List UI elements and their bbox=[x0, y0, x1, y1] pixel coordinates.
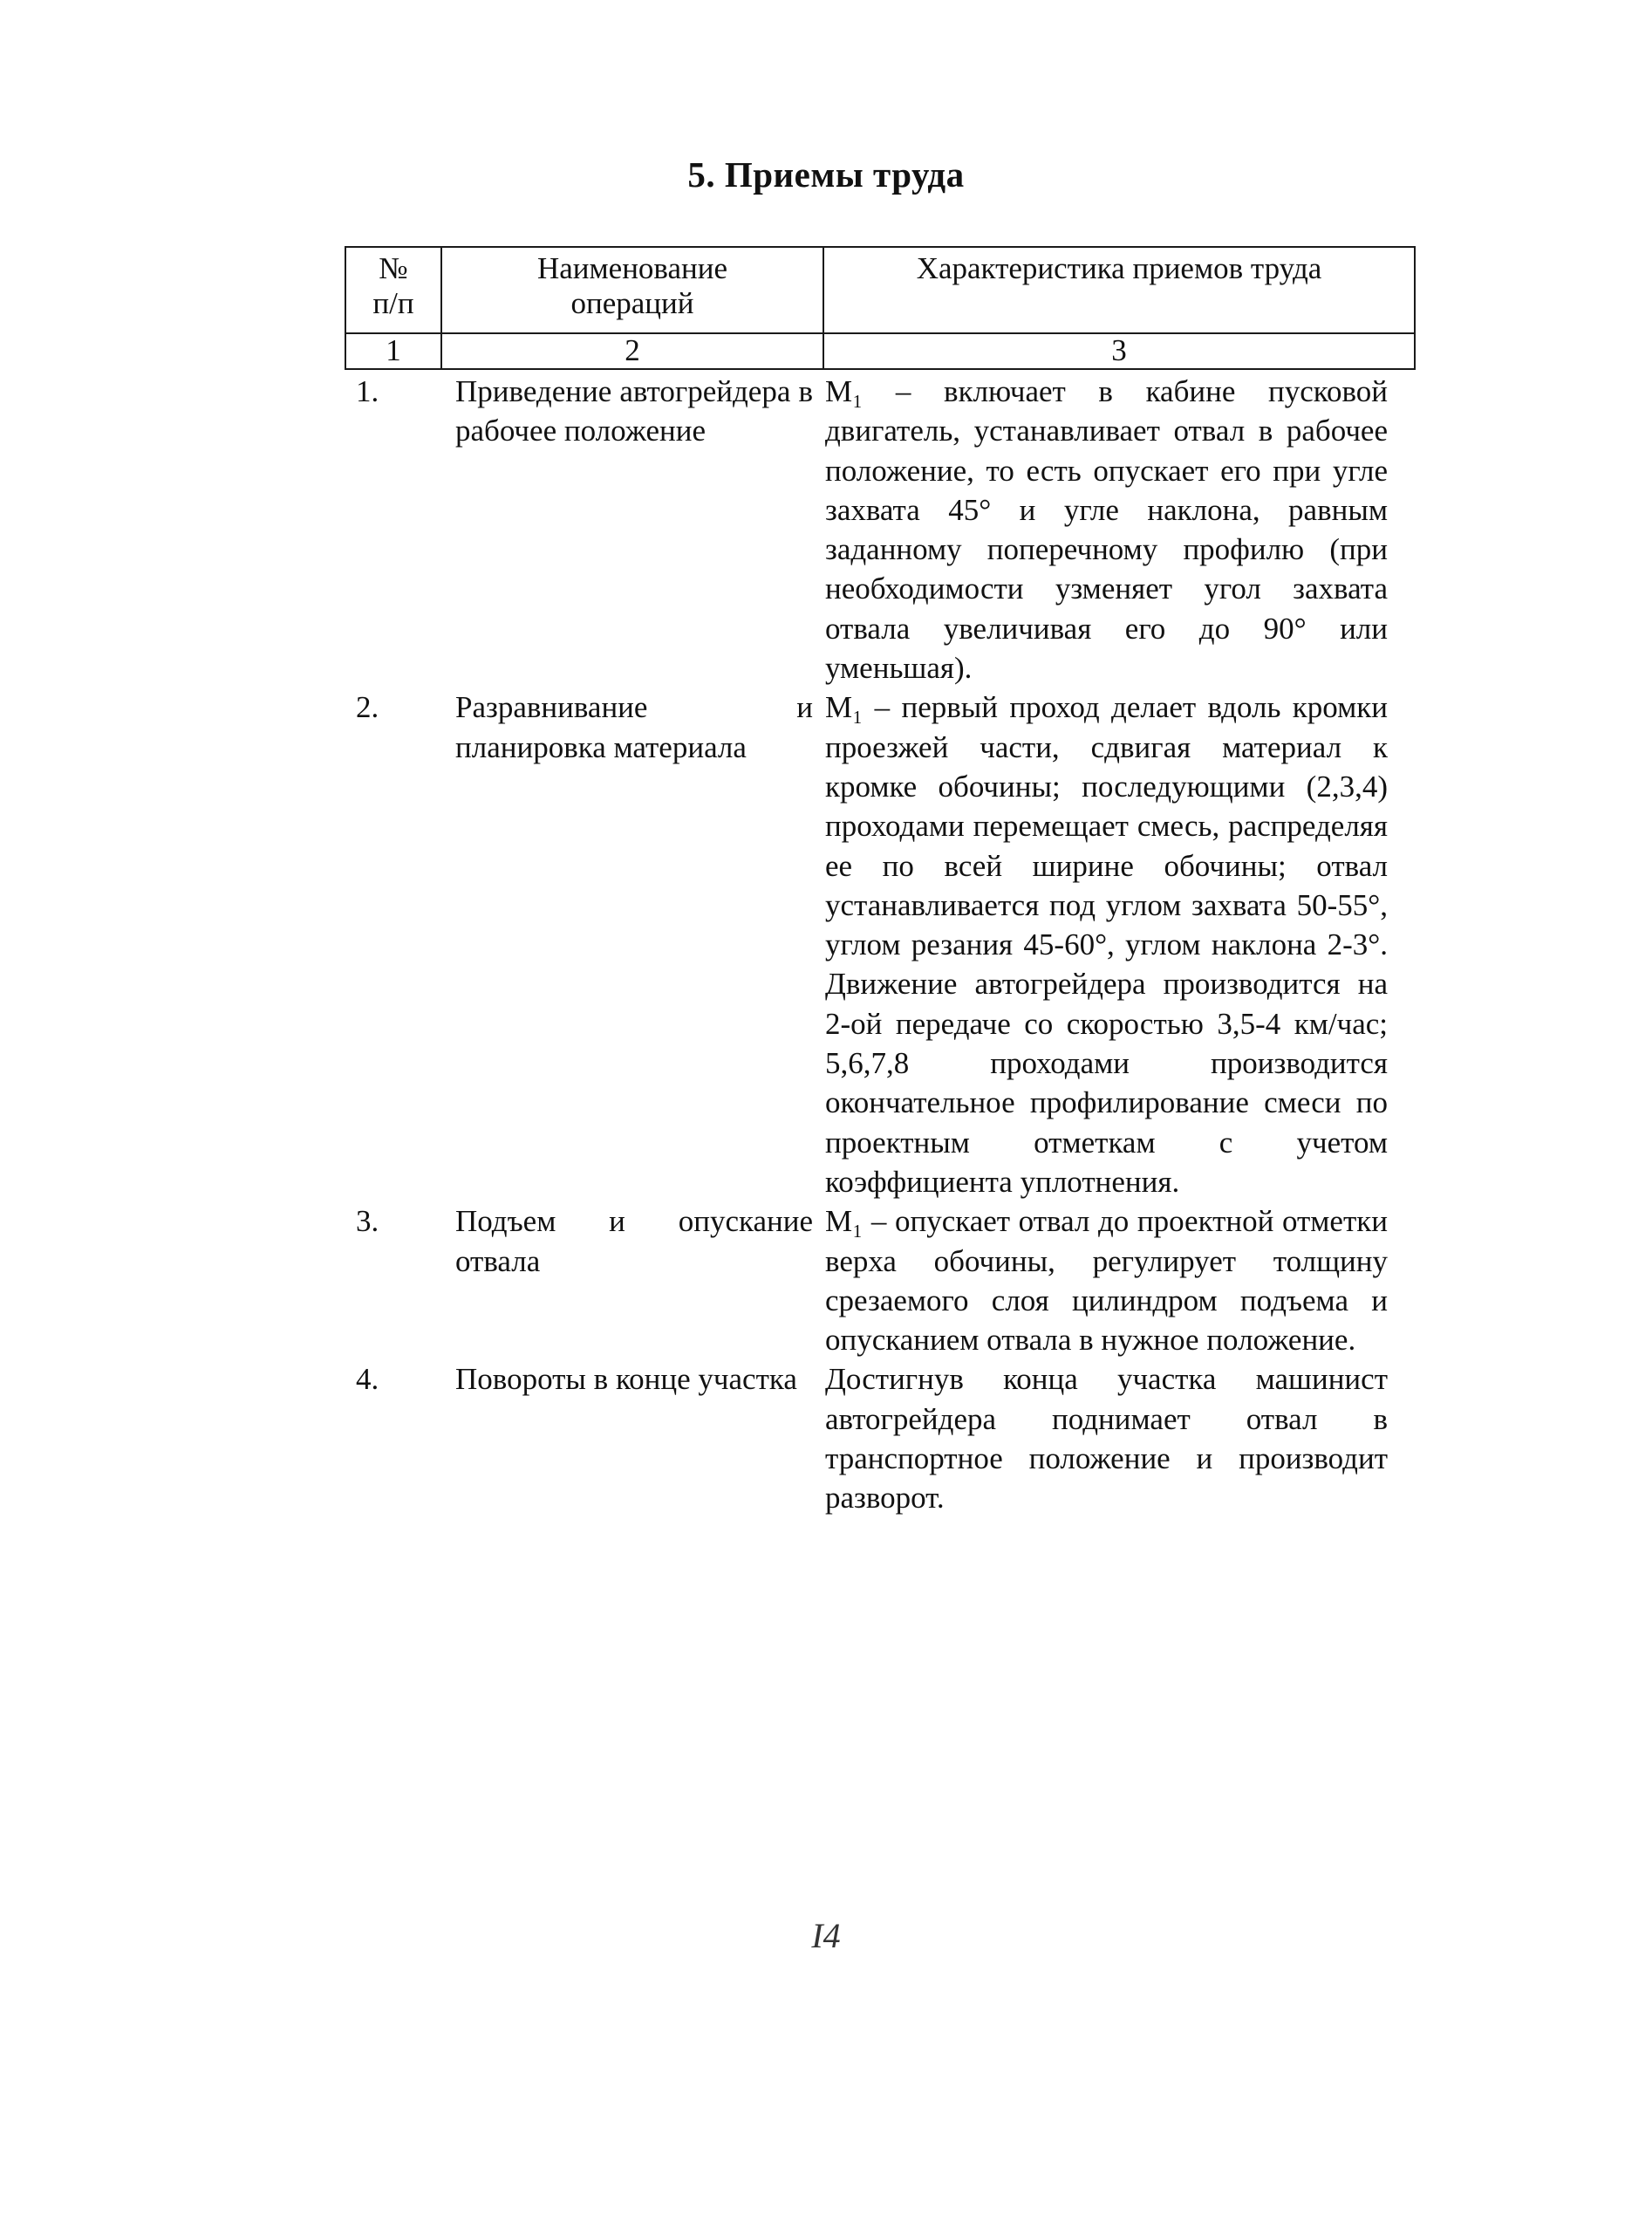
header-description: Характеристика приемов труда bbox=[823, 247, 1415, 333]
operation-description: M₁ – первый проход делает вдоль кромки проезжей части, сдвигая материал к кромке обочины; последующими (2,3,4) проходами перемещает смесь, распределяя ее по всей ширине обочины; отвал устанавливается под углом захвата 50-55°, углом резания 45-60°, углом наклона 2-3°. Движение автогрейдера производится на 2-ой передаче со скоростью 3,5-4 км/час; 5,6,7,8 проходами производится окончательное профилирование смеси по проектным отметкам с учетом коэффициента уплотнения. bbox=[825, 690, 1388, 1199]
page-number: I4 bbox=[811, 1916, 841, 1955]
operation-name: Разравнивание и планировка материала bbox=[455, 690, 813, 764]
row-number: 4. bbox=[356, 1362, 379, 1397]
header-number: № п/п bbox=[345, 247, 441, 333]
column-number-3: 3 bbox=[823, 333, 1415, 369]
operation-name: Повороты в конце участка bbox=[455, 1362, 797, 1397]
operation-description: M₁ – опускает отвал до проектной отметки верха обочины, регулирует толщину срезаемого слоя цилиндром подъема и опусканием отвала в нужное положение. bbox=[825, 1204, 1388, 1358]
operation-description: M₁ – включает в кабине пусковой двигатель, устанавливает отвал в рабочее положение, то есть опускает его при угле захвата 45° и угле наклона, равным заданному поперечному профилю (при необходимости узменяет угол захвата отвала увеличивая его до 90° или уменьшая). bbox=[825, 374, 1388, 686]
table-row bbox=[345, 372, 1414, 688]
row-number: 3. bbox=[356, 1204, 379, 1239]
header-operation-name: Наименование операций bbox=[441, 247, 823, 333]
table-body bbox=[345, 372, 1414, 1518]
row-number: 2. bbox=[356, 690, 379, 725]
table-row bbox=[345, 688, 1414, 1201]
operation-description: Достигнув конца участка машинист автогрейдера поднимает отвал в транспортное положение и производит разворот. bbox=[825, 1362, 1388, 1516]
table-row bbox=[345, 1201, 1414, 1359]
column-number-2: 2 bbox=[441, 333, 823, 369]
row-number: 1. bbox=[356, 374, 379, 408]
column-number-1: 1 bbox=[345, 333, 441, 369]
table-header bbox=[345, 246, 1416, 370]
operation-name: Приведение автогрейдера в рабочее положение bbox=[455, 374, 813, 448]
table-row bbox=[345, 1359, 1414, 1517]
operation-name: Подъем и опускание отвала bbox=[455, 1204, 813, 1278]
page-title: 5. Приемы труда bbox=[687, 154, 965, 195]
